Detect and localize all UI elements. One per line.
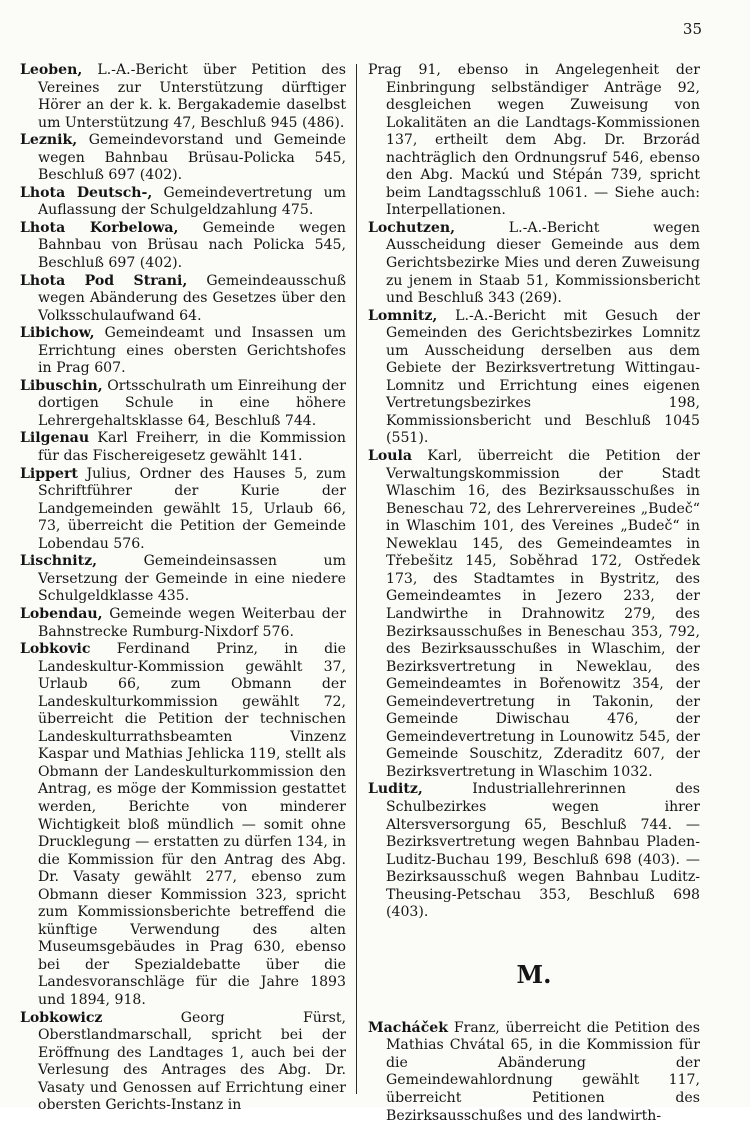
right-column-entries-m: [368, 1020, 700, 1125]
index-entry: [20, 132, 346, 185]
index-entry: [20, 553, 346, 606]
entry-text: Ferdinand Prinz, in die Landeskultur-Kommission gewählt 37, Urlaub 66, zum Obmann der Landeskulturkommission gewählt 72, überreicht die Petition der technischen Landeskulturrathsbeamten Vinzenz Kaspar und Mathias Jehlicka 119, stellt als Obmann der Landeskulturkommission den Antrag, es möge der Kommission gestattet werden, Berichte von minderer Wichtigkeit bloß mündlich — somit ohne Drucklegung — erstatten zu dürfen 134, in die Kommission für den Antrag des Abg. Dr. Vasaty gewählt 277, ebenso zum Obmann dieser Kommission 323, spricht zum Kommissionsberichte betreffend die künftige Verwendung des alten Museumsgebäudes in Prag 630, ebenso bei der Spezialdebatte über die Landesvoranschläge für die Jahre 1893 und 1894, 918.: [38, 641, 346, 1008]
index-entry: [20, 220, 346, 273]
entry-text: Gemeinde wegen Weiterbau der Bahnstrecke Rumburg-Nixdorf 576.: [38, 605, 347, 640]
entry-text: Georg Fürst, Oberstlandmarschall, spricht bei der Eröffnung des Landtages 1, auch bei der Verlesung des Antrages des Abg. Dr. Vasaty und Genossen auf Errichtung einer obersten Gerichts-Instanz in: [38, 1009, 346, 1114]
entry-headword: Lhota Deutsch-,: [20, 184, 153, 201]
entry-headword: Lobendau,: [20, 605, 103, 622]
entry-headword: Loula: [368, 448, 413, 465]
index-entry: [20, 641, 346, 1009]
entry-headword: Lobkowicz: [20, 1009, 103, 1026]
entry-headword: Libichow,: [20, 325, 95, 342]
right-column: [368, 62, 700, 1125]
index-entry: [20, 325, 346, 378]
index-entry: [368, 781, 700, 921]
index-entry: [20, 1010, 346, 1115]
entry-text: Gemeindevorstand und Gemeinde wegen Bahnbau Brüsau-Policka 545, Beschluß 697 (402).: [38, 132, 346, 184]
entry-text: Karl Freiherr, in die Kommission für das Fischereigesetz gewählt 141.: [38, 430, 346, 465]
entry-text: Gemeindeinsassen um Versetzung der Gemeinde in eine niedere Schulgeldklasse 435.: [38, 553, 347, 605]
entry-headword: Lochutzen,: [368, 219, 456, 236]
entry-headword: Leoben,: [20, 62, 83, 78]
entry-text: Julius, Ordner des Hauses 5, zum Schriftführer der Kurie der Landgemeinden gewählt 15, Urlaub 66, 73, überreicht die Petition der Gemeinde Lobendau 576.: [38, 465, 346, 552]
entry-text: Gemeindevertretung um Auflassung der Schulgeldzahlung 475.: [38, 184, 347, 219]
entry-text: Industriallehrerinnen des Schulbezirkes wegen ihrer Altersversorgung 65, Beschluß 744. — Bezirksvertretung wegen Bahnbau Pladen-Luditz-Buchau 199, Beschluß 698 (403). — Bezirksausschuß wegen Bahnbau Luditz-Theusing-Petschau 353, Beschluß 698 (403).: [386, 781, 700, 921]
left-column: [20, 62, 346, 1115]
entry-headword: Lilgenau: [20, 430, 90, 447]
entry-headword: Lippert: [20, 465, 78, 482]
index-entry: [20, 606, 346, 641]
entry-headword: Lhota Korbelowa,: [20, 219, 179, 236]
index-entry: [368, 62, 700, 220]
section-letter: M.: [516, 959, 552, 989]
entry-text: Karl, überreicht die Petition der Verwaltungskommission der Stadt Wlaschim 16, des Bezirksausschußes in Beneschau 72, des Lehrervereines „Budeč“ in Wlaschim 101, des Vereines „Budeč“ in Neweklau 145, des Gemeindeamtes in Třebešitz 145, Soběhrad 172, Ostředek 173, des Stadtamtes in Bystritz, des Gemeindeamtes in Jezero 233, der Landwirthe in Drahnowitz 279, des Bezirksausschußes in Beneschau 353, 792, des Bezirksausschußes in Wlaschim, der Bezirksvertretung in Neweklau, des Gemeindeamtes in Bořenowitz 354, der Gemeindevertretung in Takonin, der Gemeinde Diwischau 476, der Gemeindevertretung in Lounowitz 545, der Gemeinde Souschitz, Zderaditz 607, der Bezirksvertretung in Wlaschim 1032.: [386, 448, 700, 780]
right-column-entries: [368, 62, 700, 922]
entry-text: Gemeinde wegen Bahnbau von Brüsau nach Policka 545, Beschluß 697 (402).: [38, 219, 347, 272]
entry-headword: Macháček: [368, 1019, 449, 1036]
page-number: 35: [682, 20, 702, 38]
entry-text: Prag 91, ebenso in Angelegenheit der Einbringung selbständiger Anträge 92, desgleichen wegen Zuweisung von Lokalitäten an die Landtags-Kommissionen 137, ertheilt dem Abg. Dr. Brzorád nachträglich den Ordnungsruf 546, ebenso den Abg. Mackú und Stépán 739, spricht beim Landtagsschluß 1061. — Siehe auch: Interpellationen.: [368, 62, 700, 219]
index-entry: [20, 185, 346, 220]
entry-text: L.-A.-Bericht über Petition des Vereines zur Unterstützung dürftiger Hörer an der k. k. Bergakademie daselbst um Unterstützung 47, Beschluß 945 (486).: [38, 62, 347, 131]
entry-text: Ortsschulrath um Einreihung der dortigen Schule in eine höhere Lehrergehaltsklasse 64, Beschluß 744.: [38, 377, 346, 429]
index-entry: [368, 220, 700, 308]
index-entry: [368, 308, 700, 448]
column-divider: [356, 64, 357, 1094]
entry-text: L.-A.-Bericht wegen Ausscheidung dieser Gemeinde aus dem Gerichtsbezirke Mies und deren Zuweisung zu jenem in Staab 51, Kommissionsbericht und Beschluß 343 (269).: [386, 219, 700, 307]
index-entry: [20, 466, 346, 554]
entry-text: L.-A.-Bericht mit Gesuch der Gemeinden des Gerichtsbezirkes Lomnitz um Ausscheidung derselben aus dem Gebiete der Bezirksvertretung Wittingau-Lomnitz und Errichtung eines eigenen Vertretungsbezirkes 198, Kommissionsbericht und Beschluß 1045 (551).: [386, 307, 700, 447]
entry-headword: Leznik,: [20, 132, 78, 149]
entry-text: Gemeindeausschuß wegen Abänderung des Gesetzes über den Volksschulaufwand 64.: [38, 272, 346, 324]
entry-headword: Lischnitz,: [20, 553, 98, 570]
entry-headword: Luditz,: [368, 781, 423, 798]
entry-text: Gemeindeamt und Insassen um Errichtung eines obersten Gerichtshofes in Prag 607.: [38, 325, 346, 377]
index-entry: [368, 448, 700, 781]
entry-headword: Libuschin,: [20, 377, 103, 394]
entry-headword: Lhota Pod Strani,: [20, 272, 188, 289]
index-entry: [20, 430, 346, 465]
entry-text: Franz, überreicht die Petition des Mathias Chvátal 65, in die Kommission für die Abänderung der Gemeindewahlordnung gewählt 117, überreicht Petitionen des Bezirksausschußes und des landwirth-: [386, 1019, 700, 1124]
entry-headword: Lobkovic: [20, 641, 91, 658]
index-entry: [368, 1020, 700, 1125]
index-entry: [20, 273, 346, 326]
index-entry: [20, 378, 346, 431]
entry-headword: Lomnitz,: [368, 307, 438, 324]
index-entry: [20, 62, 346, 132]
